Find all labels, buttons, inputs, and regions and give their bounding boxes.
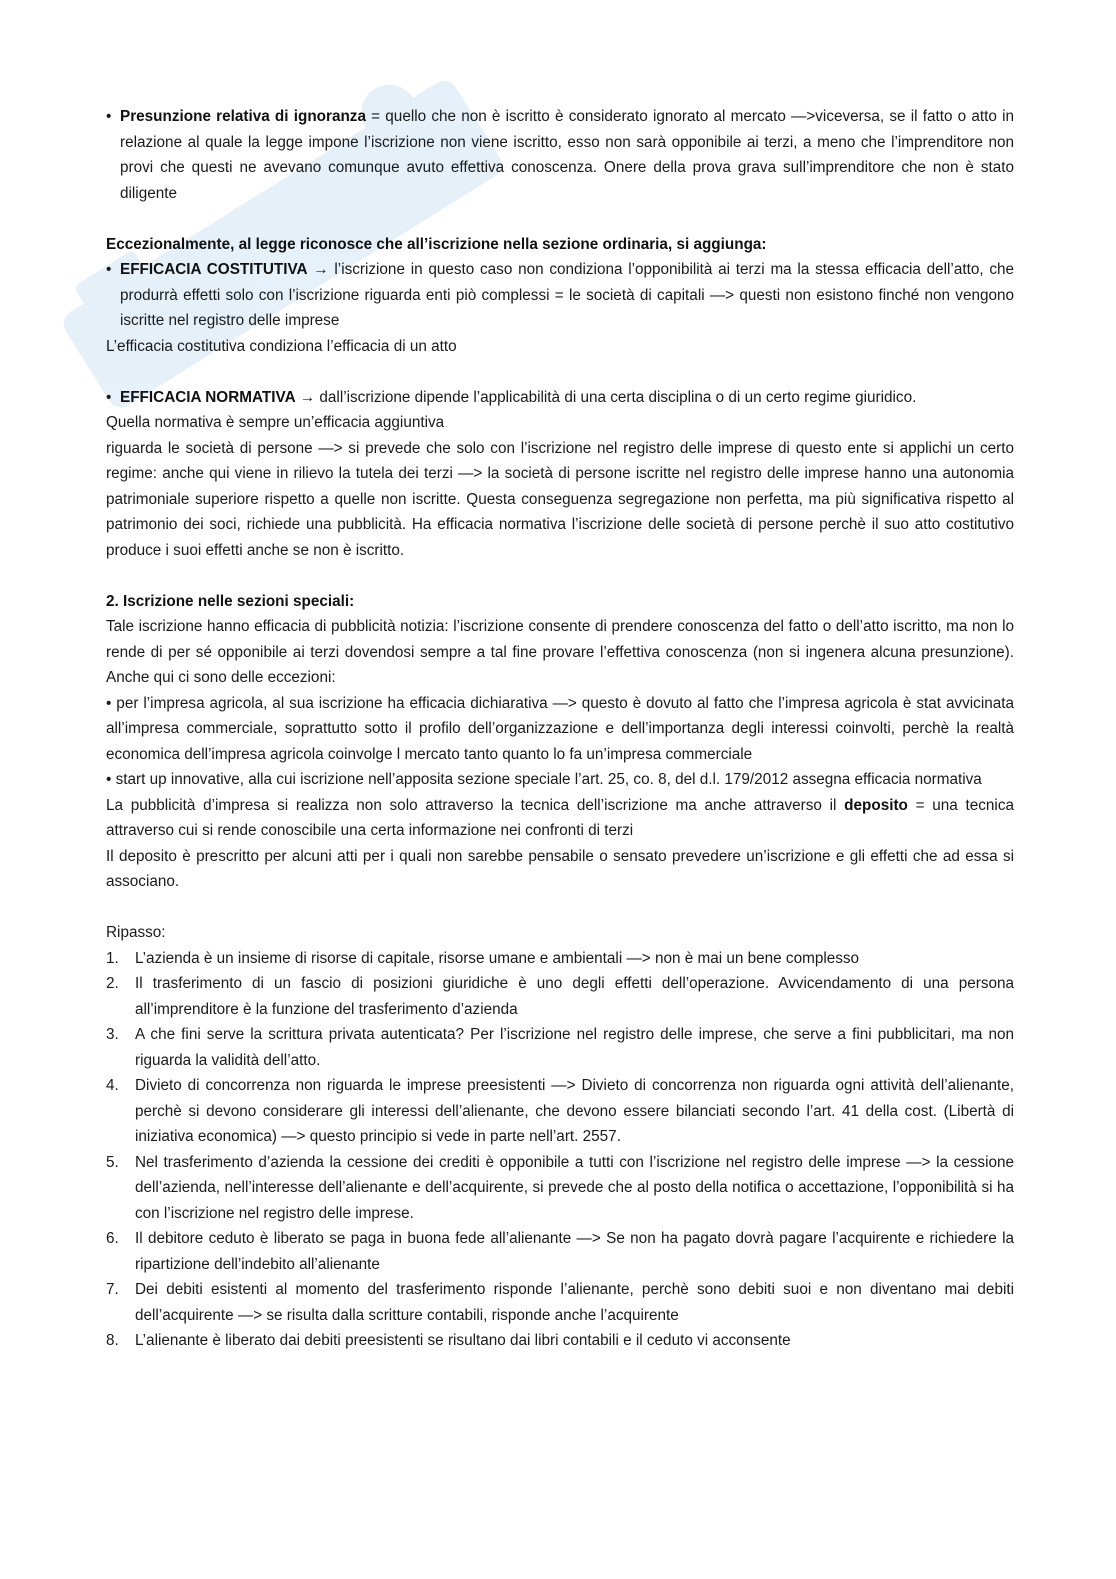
paragraph-normativa: Quella normativa è sempre un’efficacia aggiuntiva	[106, 414, 445, 431]
paragraph-costitutiva: L’efficacia costitutiva condiziona l’efficacia di un atto	[106, 337, 457, 355]
list-item	[106, 1277, 1014, 1328]
list-text: Divieto di concorrenza non riguarda le imprese preesistenti —> Divieto di concorrenza non riguarda ogni attività dell’alienante, perchè si devono considerare gli interessi dell’alienante, che devono essere bilanciati secondo l’art. 41 della cost. (Libertà di iniziativa economica) —> questo principio si vede in parte nell’art. 2557.	[135, 1077, 1014, 1145]
term-deposito: deposito	[844, 796, 908, 814]
efficacia-costitutiva-text: → l’iscrizione in questo caso non condiziona l’opponibilità ai terzi ma la stessa efficacia dell’atto, che produrrà effetti solo con l’iscrizione riguarda enti piò complessi = le società di capitali —> questi non esistono finché non vengono iscritte nel registro delle imprese	[120, 261, 1015, 329]
list-item	[106, 1328, 1014, 1354]
paragraph-impresa-agricola: • per l’impresa agricola, al sua iscrizione ha efficacia dichiarativa —> questo è dovuto al fatto che l’impresa agricola è stat avvicinata all’impresa commerciale, soprattutto sotto il profilo dell’organizzazione e dell’importanza degli interessi coinvolti, perchè la realtà economica dell’impresa agricola coinvolge l mercato tanto quanto lo fa un’impresa commerciale	[106, 694, 1014, 763]
list-item	[106, 1150, 1014, 1227]
list-text: Nel trasferimento d’azienda la cessione dei crediti è opponibile a tutti con l’iscrizione nel registro delle imprese —> la cessione dell’azienda, nell’interesse dell’alienante e dell’acquirente, si prevede che al posto della notifica o accettazione, l’opponibilità si ha con l’iscrizione nel registro delle imprese.	[135, 1153, 1014, 1222]
list-number: 4.	[106, 1077, 119, 1094]
list-item	[106, 1073, 1014, 1150]
list-item	[106, 1226, 1014, 1277]
list-number: 8.	[106, 1332, 119, 1349]
paragraph-deposito-prescritto: Il deposito è prescritto per alcuni atti per i quali non sarebbe pensabile o sensato prevedere un’iscrizione e gli effetti che ad essa si associano.	[106, 847, 1014, 890]
heading-eccezionalmente	[106, 232, 1014, 258]
paragraph-societa-persone: riguarda le società di persone —> si prevede che solo con l’iscrizione nel registro delle imprese di questo ente si applichi un certo regime: anche qui viene in rilievo la tutela dei terzi —> la società di persone iscritte nel registro delle imprese hanno una autonomia patrimoniale superiore rispetto a quelle non iscritte. Questa conseguenza segregazione non perfetta, ma più significativa rispetto al patrimonio dei soci, richiede una pubblicità. Ha efficacia normativa l’iscrizione delle società di persone perchè il suo atto costitutivo produce i suoi effetti anche se non è iscritto.	[106, 439, 1014, 559]
bullet-efficacia-normativa	[106, 385, 1014, 411]
list-number: 3.	[106, 1026, 119, 1043]
list-number: 5.	[106, 1153, 119, 1171]
list-text: A che fini serve la scrittura privata autenticata? Per l’iscrizione nel registro delle imprese, che serve a fini pubblicitari, ma non riguarda la validità dell’atto.	[135, 1026, 1014, 1069]
list-text: Il debitore ceduto è liberato se paga in buona fede all’alienante —> Se non ha pagato dovrà pagare l’acquirente e richiedere la ripartizione dell’indebito all’alienante	[135, 1230, 1014, 1273]
bullet-efficacia-costitutiva	[106, 257, 1014, 334]
heading-sezioni-speciali-text: 2. Iscrizione nelle sezioni speciali:	[106, 592, 355, 610]
list-number: 7.	[106, 1281, 119, 1298]
efficacia-normativa-text: → dall’iscrizione dipende l’applicabilità di una certa disciplina o di un certo regime giuridico.	[295, 388, 917, 406]
heading-eccezionalmente-text: Eccezionalmente, al legge riconosce che all’iscrizione nella sezione ordinaria, si aggiunga:	[106, 235, 767, 253]
document-page	[106, 104, 1014, 1354]
list-number: 6.	[106, 1230, 119, 1247]
term-efficacia-normativa: EFFICACIA NORMATIVA	[120, 388, 296, 406]
bullet-presunzione	[106, 104, 1014, 206]
term-efficacia-costitutiva: EFFICACIA COSTITUTIVA	[120, 261, 308, 278]
list-text: Dei debiti esistenti al momento del trasferimento risponde l’alienante, perchè sono debiti suoi e non diventano mai debiti dell’acquirente —> se risulta dalla scritture contabili, risponde anche l’acquirente	[135, 1281, 1014, 1324]
paragraph-deposito	[106, 793, 1014, 844]
list-text: Il trasferimento di un fascio di posizioni giuridiche è uno degli effetti dell’operazione. Avvicendamento di una persona all’imprenditore è la funzione del trasferimento d’azienda	[135, 975, 1014, 1018]
paragraph-pubblicita-notizia: Tale iscrizione hanno efficacia di pubblicità notizia: l’iscrizione consente di prendere conoscenza del fatto o dell’atto iscritto, ma non lo rende di per sé opponibile ai terzi dovendosi sempre a tal fine provare l’effettiva conoscenza (non si ingenera alcuna presunzione). Anche qui ci sono delle eccezioni:	[106, 618, 1014, 686]
list-text: L’alienante è liberato dai debiti preesistenti se risultano dai libri contabili e il ceduto vi acconsente	[135, 1332, 791, 1349]
deposito-text-before: La pubblicità d’impresa si realizza non solo attraverso la tecnica dell’iscrizione ma anche attraverso il	[106, 796, 845, 814]
deposito-text-after: = una tecnica attraverso cui si rende conoscibile una certa informazione nei confronti di terzi	[106, 796, 1014, 839]
paragraph-start-up: • start up innovative, alla cui iscrizione nell’apposita sezione speciale l’art. 25, co. 8, del d.l. 179/2012 assegna efficacia normativa	[106, 771, 982, 788]
heading-sezioni-speciali	[106, 589, 1014, 615]
list-item	[106, 946, 1014, 972]
review-list	[106, 946, 1014, 1354]
presunzione-text: = quello che non è iscritto è considerato ignorato al mercato —>viceversa, se il fatto o atto in relazione al quale la legge impone l’iscrizione non viene iscritto, esso non sarà opponibile ai terzi, a meno che l’imprenditore non provi che questi ne avevano comunque avuto effettiva conoscenza. Onere della prova grava sull’imprenditore che non è stato diligente	[120, 108, 1014, 202]
term-presunzione: Presunzione relativa di ignoranza	[120, 108, 366, 125]
list-item	[106, 1022, 1014, 1073]
list-number: 1.	[106, 949, 119, 967]
review-title: Ripasso:	[106, 924, 166, 941]
list-text: L’azienda è un insieme di risorse di capitale, risorse umane e ambientali —> non è mai un bene complesso	[135, 949, 860, 967]
list-item	[106, 971, 1014, 1022]
list-number: 2.	[106, 975, 119, 992]
